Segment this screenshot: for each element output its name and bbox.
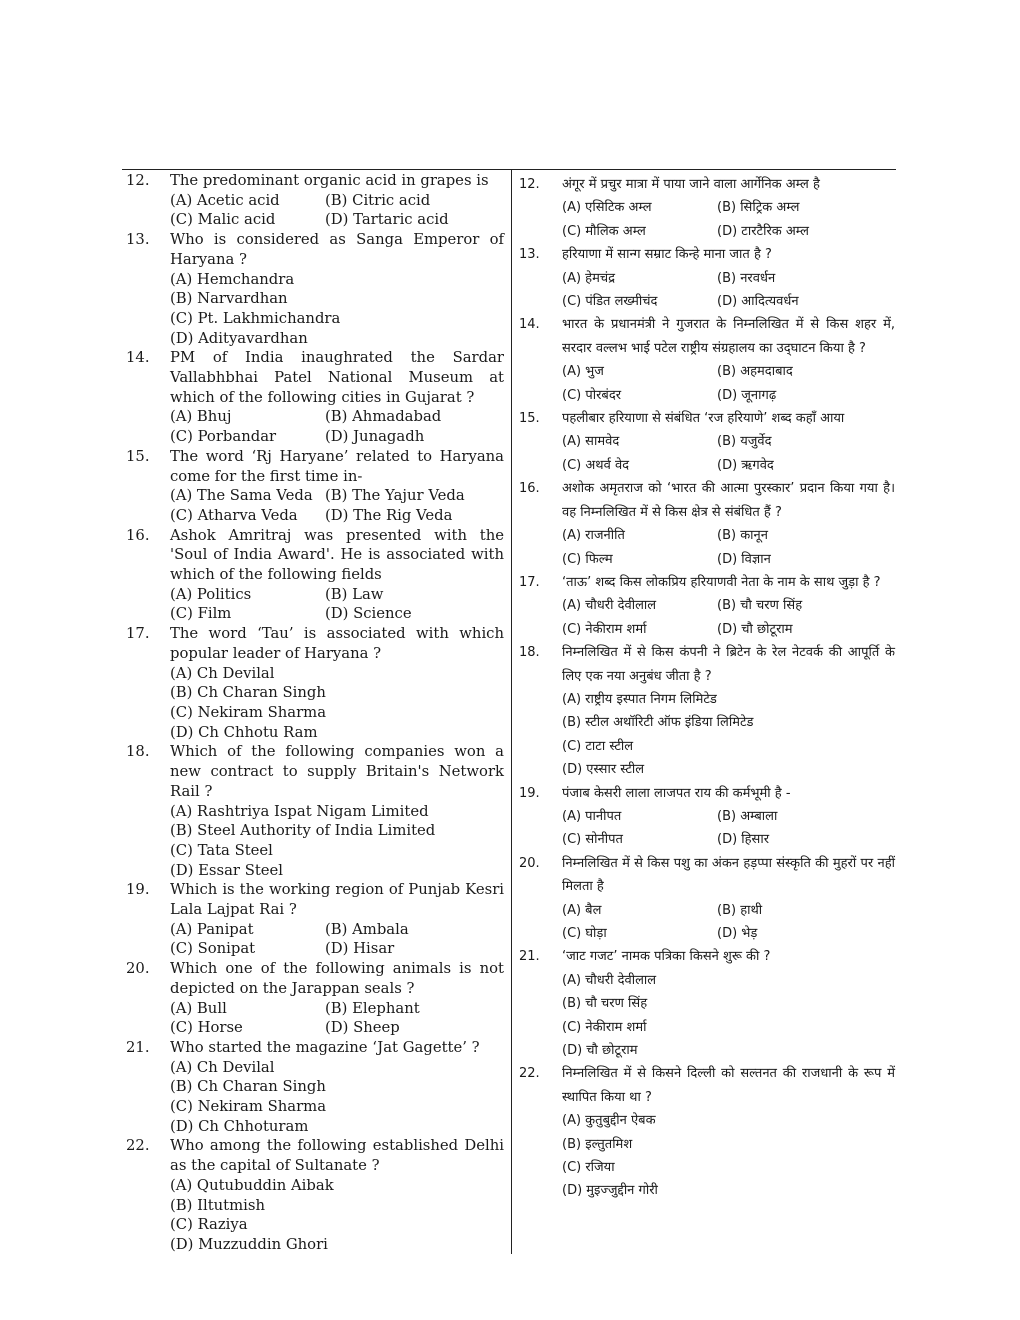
answer-option: (C) Malic acid bbox=[170, 211, 276, 229]
answer-option: (C) Porbandar bbox=[170, 428, 277, 446]
answer-option: (B) Narvardhan bbox=[170, 290, 288, 308]
top-horizontal-rule bbox=[122, 169, 896, 170]
options-row bbox=[562, 899, 895, 922]
question-text: Who among the following established Delhi as the capital of Sultanate ? bbox=[170, 1137, 504, 1175]
question-item bbox=[519, 243, 895, 313]
question-body bbox=[170, 959, 504, 1038]
options-list bbox=[562, 430, 895, 477]
answer-option: (B) अम्बाला bbox=[717, 808, 778, 824]
options-row bbox=[170, 506, 504, 526]
options-list bbox=[562, 360, 895, 407]
question-number: 16. bbox=[126, 526, 150, 544]
answer-option: (A) कुतुबुद्दीन ऐबक bbox=[562, 1113, 656, 1129]
answer-option: (B) Ch Charan Singh bbox=[170, 684, 326, 702]
options-row bbox=[562, 594, 895, 617]
question-text: Who started the magazine ‘Jat Gagette’ ? bbox=[170, 1038, 480, 1056]
answer-option: (C) Atharva Veda bbox=[170, 506, 298, 524]
options-row bbox=[170, 604, 504, 624]
answer-option: (C) रजिया bbox=[562, 1160, 615, 1176]
answer-option: (C) Tata Steel bbox=[170, 841, 273, 859]
answer-option: (C) टाटा स्टील bbox=[562, 738, 634, 754]
answer-option: (C) पोरबंदर bbox=[562, 387, 622, 403]
options-row bbox=[562, 454, 895, 477]
answer-option: (C) Film bbox=[170, 605, 232, 623]
answer-option: (C) फिल्म bbox=[562, 551, 613, 567]
question-text: हरियाणा में सान्ग सम्राट किन्हे माना जात है ? bbox=[562, 247, 772, 263]
options-row bbox=[170, 191, 504, 211]
answer-option: (B) The Yajur Veda bbox=[325, 487, 465, 505]
question-item bbox=[126, 230, 504, 348]
options-list bbox=[170, 270, 504, 349]
options-row bbox=[562, 548, 895, 571]
question-number: 14. bbox=[126, 349, 150, 367]
question-item bbox=[519, 641, 895, 781]
options-list bbox=[562, 267, 895, 314]
question-text: Which of the following companies won a new contract to supply Britain's Network Rail ? bbox=[170, 743, 504, 800]
answer-option: (C) नेकीराम शर्मा bbox=[562, 1019, 647, 1035]
answer-option: (B) हाथी bbox=[717, 902, 763, 918]
options-row bbox=[562, 618, 895, 641]
question-body bbox=[170, 742, 504, 880]
answer-option: (D) हिसार bbox=[717, 832, 770, 848]
answer-option: (A) Acetic acid bbox=[170, 191, 280, 209]
question-item bbox=[519, 945, 895, 1062]
question-text: The predominant organic acid in grapes is bbox=[170, 172, 489, 189]
options-list bbox=[170, 664, 504, 743]
question-number: 12. bbox=[126, 172, 150, 189]
answer-option: (C) सोनीपत bbox=[562, 832, 623, 848]
question-number: 19. bbox=[126, 881, 150, 899]
options-list bbox=[562, 1109, 895, 1203]
answer-option: (D) चौ छोटूराम bbox=[717, 621, 793, 637]
answer-option: (D) एस्सार स्टील bbox=[562, 762, 645, 778]
options-list bbox=[170, 585, 504, 624]
options-row bbox=[170, 407, 504, 427]
answer-option: (D) The Rig Veda bbox=[325, 506, 453, 524]
question-item bbox=[126, 1038, 504, 1137]
answer-option: (A) हेमचंद्र bbox=[562, 270, 616, 286]
question-item bbox=[519, 1062, 895, 1202]
options-row bbox=[562, 220, 895, 243]
answer-option: (A) Bull bbox=[170, 999, 227, 1017]
question-text: Which one of the following animals is not depicted on the Jarappan seals ? bbox=[170, 960, 504, 997]
hindi-column bbox=[519, 173, 895, 1203]
question-item bbox=[519, 407, 895, 477]
answer-option: (A) राजनीति bbox=[562, 528, 625, 544]
options-row bbox=[170, 427, 504, 447]
answer-option: (C) Horse bbox=[170, 1019, 243, 1037]
question-number: 21. bbox=[126, 1038, 150, 1056]
options-row bbox=[170, 486, 504, 506]
question-item bbox=[126, 348, 504, 447]
question-text: PM of India inaughrated the Sardar Vallabhbhai Patel National Museum at which of the following cities in Gujarat ? bbox=[170, 349, 504, 406]
question-text: निम्नलिखित में से किसने दिल्ली को सल्तनत की राजधानी के रूप में स्थापित किया था ? bbox=[562, 1066, 895, 1105]
options-list bbox=[562, 524, 895, 571]
options-row bbox=[170, 1018, 504, 1038]
question-item bbox=[519, 477, 895, 571]
answer-option: (D) Ch Chhoturam bbox=[170, 1117, 309, 1135]
options-list bbox=[170, 802, 504, 881]
question-text: Who is considered as Sanga Emperor of Haryana ? bbox=[170, 231, 504, 268]
options-list bbox=[170, 1176, 504, 1255]
answer-option: (C) Nekiram Sharma bbox=[170, 703, 327, 721]
question-text: The word ‘Rj Haryane’ related to Haryana come for the first time in- bbox=[170, 447, 504, 485]
question-text: निम्नलिखित में से किस कंपनी ने ब्रिटेन के रेल नेटवर्क की आपूर्ति के लिए एक नया अनुबंध जीता है ? bbox=[562, 645, 895, 684]
question-body bbox=[170, 624, 504, 742]
question-item bbox=[519, 571, 895, 641]
question-body bbox=[170, 526, 504, 625]
question-body bbox=[562, 477, 895, 571]
question-body bbox=[562, 945, 895, 1062]
options-list bbox=[170, 920, 504, 959]
options-list bbox=[170, 1058, 504, 1137]
answer-option: (A) राष्ट्रीय इस्पात निगम लिमिटेड bbox=[562, 691, 717, 707]
answer-option: (A) Qutubuddin Aibak bbox=[170, 1176, 334, 1194]
answer-option: (A) चौधरी देवीलाल bbox=[562, 972, 657, 988]
question-item bbox=[126, 447, 504, 526]
answer-option: (D) Junagadh bbox=[325, 428, 425, 446]
answer-option: (A) एसिटिक अम्ल bbox=[562, 200, 652, 216]
question-item bbox=[126, 171, 504, 230]
answer-option: (B) नरवर्धन bbox=[717, 270, 776, 286]
answer-option: (B) Ch Charan Singh bbox=[170, 1078, 326, 1096]
answer-option: (C) Pt. Lakhmichandra bbox=[170, 309, 341, 327]
answer-option: (D) Ch Chhotu Ram bbox=[170, 723, 318, 741]
options-row bbox=[562, 360, 895, 383]
answer-option: (A) सामवेद bbox=[562, 434, 620, 450]
question-text: अंगूर में प्रचुर मात्रा में पाया जाने वाला आर्गेनिक अम्ल है bbox=[562, 177, 820, 192]
answer-option: (B) Ambala bbox=[325, 920, 409, 938]
question-number: 12. bbox=[519, 177, 540, 192]
question-text: Ashok Amritraj was presented with the 'Soul of India Award'. He is associated with which of the following fields bbox=[170, 526, 504, 584]
question-body bbox=[562, 173, 895, 243]
answer-option: (B) Law bbox=[325, 585, 384, 603]
question-body bbox=[562, 852, 895, 946]
question-body bbox=[170, 230, 504, 348]
answer-option: (A) Panipat bbox=[170, 920, 254, 938]
answer-option: (B) इल्तुतमिश bbox=[562, 1136, 633, 1152]
options-list bbox=[562, 196, 895, 243]
answer-option: (C) Sonipat bbox=[170, 940, 256, 958]
answer-option: (A) Hemchandra bbox=[170, 270, 295, 288]
options-list bbox=[562, 688, 895, 782]
answer-option: (C) Nekiram Sharma bbox=[170, 1098, 327, 1116]
answer-option: (A) Ch Devilal bbox=[170, 664, 275, 682]
answer-option: (A) Politics bbox=[170, 585, 252, 603]
options-row bbox=[562, 805, 895, 828]
answer-option: (A) Rashtriya Ispat Nigam Limited bbox=[170, 802, 429, 820]
answer-option: (C) घोड़ा bbox=[562, 926, 607, 941]
options-row bbox=[170, 920, 504, 940]
options-list bbox=[170, 407, 504, 446]
question-number: 15. bbox=[519, 411, 540, 427]
answer-option: (C) Raziya bbox=[170, 1216, 248, 1234]
answer-option: (D) Essar Steel bbox=[170, 861, 284, 879]
question-text: ‘ताऊ’ शब्द किस लोकप्रिय हरियाणवी नेता के नाम के साथ जुड़ा है ? bbox=[562, 574, 881, 590]
question-item bbox=[126, 959, 504, 1038]
answer-option: (D) Sheep bbox=[325, 1019, 400, 1037]
question-text: पहलीबार हरियाणा से संबंधित ‘रज हरियाणे’ शब्द कहाँ आया bbox=[562, 411, 845, 427]
question-number: 20. bbox=[519, 855, 540, 871]
question-body bbox=[170, 348, 504, 447]
answer-option: (D) मुइज्जुद्दीन गोरी bbox=[562, 1183, 658, 1199]
question-item bbox=[519, 173, 895, 243]
options-row bbox=[170, 585, 504, 605]
options-list bbox=[562, 805, 895, 852]
question-number: 13. bbox=[126, 231, 150, 249]
question-number: 17. bbox=[519, 574, 540, 590]
question-body bbox=[562, 313, 895, 407]
options-row bbox=[562, 267, 895, 290]
options-row bbox=[562, 430, 895, 453]
answer-option: (B) Citric acid bbox=[325, 191, 431, 209]
answer-option: (A) Bhuj bbox=[170, 408, 232, 426]
answer-option: (A) चौधरी देवीलाल bbox=[562, 598, 657, 614]
question-item bbox=[519, 782, 895, 852]
question-item bbox=[126, 624, 504, 742]
answer-option: (A) पानीपत bbox=[562, 808, 622, 824]
answer-option: (B) Steel Authority of India Limited bbox=[170, 822, 436, 840]
answer-option: (D) Hisar bbox=[325, 940, 395, 958]
options-list bbox=[170, 486, 504, 525]
options-row bbox=[562, 828, 895, 851]
answer-option: (B) Iltutmish bbox=[170, 1196, 266, 1214]
question-text: ‘जाट गजट’ नामक पत्रिका किसने शुरू की ? bbox=[562, 949, 771, 965]
question-body bbox=[562, 782, 895, 852]
question-number: 22. bbox=[519, 1066, 540, 1082]
question-item bbox=[126, 742, 504, 880]
answer-option: (D) आदित्यवर्धन bbox=[717, 294, 799, 310]
english-column bbox=[126, 171, 504, 1255]
question-item bbox=[126, 880, 504, 959]
question-number: 18. bbox=[126, 743, 150, 761]
question-number: 14. bbox=[519, 317, 540, 333]
options-list bbox=[562, 969, 895, 1063]
options-row bbox=[562, 384, 895, 407]
answer-option: (D) टारटैरिक अम्ल bbox=[717, 223, 809, 239]
answer-option: (D) ऋगवेद bbox=[717, 457, 774, 473]
answer-option: (A) भुज bbox=[562, 364, 604, 380]
column-divider bbox=[511, 169, 512, 1254]
options-row bbox=[562, 196, 895, 219]
question-number: 15. bbox=[126, 447, 150, 465]
question-number: 20. bbox=[126, 960, 150, 978]
question-item bbox=[126, 526, 504, 625]
question-body bbox=[170, 1038, 504, 1137]
answer-option: (B) यजुर्वेद bbox=[717, 434, 772, 450]
answer-option: (D) चौ छोटूराम bbox=[562, 1043, 638, 1059]
options-row bbox=[170, 210, 504, 230]
question-text: अशोक अमृतराज को ‘भारत की आत्मा पुरस्कार’ प्रदान किया गया है। वह निम्नलिखित में से किस क्षेत्र से संबंधित हैं ? bbox=[562, 481, 895, 520]
answer-option: (B) स्टील अथॉरिटी ऑफ इंडिया लिमिटेड bbox=[562, 715, 754, 731]
answer-option: (A) The Sama Veda bbox=[170, 487, 313, 505]
answer-option: (B) चौ चरण सिंह bbox=[717, 598, 803, 614]
options-list bbox=[562, 899, 895, 946]
question-number: 16. bbox=[519, 481, 540, 497]
question-item bbox=[519, 313, 895, 407]
question-text: The word ‘Tau’ is associated with which popular leader of Haryana ? bbox=[170, 625, 504, 662]
question-body bbox=[562, 571, 895, 641]
question-number: 17. bbox=[126, 625, 150, 643]
question-body bbox=[170, 171, 504, 230]
question-number: 21. bbox=[519, 949, 540, 965]
question-text: निम्नलिखित में से किस पशु का अंकन हड़प्पा संस्कृति की मुहरों पर नहीं मिलता है bbox=[562, 855, 895, 895]
question-body bbox=[562, 407, 895, 477]
answer-option: (C) मौलिक अम्ल bbox=[562, 223, 646, 239]
question-body bbox=[562, 1062, 895, 1202]
answer-option: (B) चौ चरण सिंह bbox=[562, 996, 648, 1012]
options-row bbox=[562, 524, 895, 547]
answer-option: (A) Ch Devilal bbox=[170, 1058, 275, 1076]
question-number: 22. bbox=[126, 1137, 150, 1155]
question-item bbox=[519, 852, 895, 946]
question-number: 18. bbox=[519, 645, 540, 661]
options-row bbox=[170, 939, 504, 959]
question-body bbox=[170, 1136, 504, 1254]
answer-option: (D) विज्ञान bbox=[717, 551, 771, 567]
answer-option: (A) बैल bbox=[562, 902, 602, 918]
answer-option: (B) Elephant bbox=[325, 999, 420, 1017]
question-number: 19. bbox=[519, 785, 540, 801]
options-list bbox=[170, 191, 504, 230]
answer-option: (C) नेकीराम शर्मा bbox=[562, 621, 647, 637]
question-body bbox=[170, 447, 504, 526]
answer-option: (D) Science bbox=[325, 605, 412, 623]
answer-option: (B) सिट्रिक अम्ल bbox=[717, 200, 800, 216]
answer-option: (D) Muzzuddin Ghori bbox=[170, 1235, 328, 1253]
answer-option: (B) कानून bbox=[717, 528, 768, 544]
options-row bbox=[562, 290, 895, 313]
options-list bbox=[170, 999, 504, 1038]
answer-option: (B) Ahmadabad bbox=[325, 408, 442, 426]
answer-option: (D) Tartaric acid bbox=[325, 211, 449, 229]
question-item bbox=[126, 1136, 504, 1254]
answer-option: (D) जूनागढ़ bbox=[717, 387, 777, 403]
options-list bbox=[562, 594, 895, 641]
answer-option: (C) पंडित लख्मीचंद bbox=[562, 294, 658, 310]
question-text: भारत के प्रधानमंत्री ने गुजरात के निम्नलिखित में से किस शहर में, सरदार वल्लभ भाई पटेल राष्ट्रीय संग्रहालय का उद्‌घाटन किया है ? bbox=[562, 317, 895, 356]
options-row bbox=[170, 999, 504, 1019]
question-body bbox=[562, 243, 895, 313]
question-text: पंजाब केसरी लाला लाजपत राय की कर्मभूमी है - bbox=[562, 785, 791, 801]
question-body bbox=[562, 641, 895, 781]
question-body bbox=[170, 880, 504, 959]
options-row bbox=[562, 922, 895, 945]
answer-option: (D) Adityavardhan bbox=[170, 329, 308, 347]
answer-option: (C) अथर्व वेद bbox=[562, 457, 630, 473]
answer-option: (D) भेड़ bbox=[717, 926, 758, 941]
answer-option: (B) अहमदाबाद bbox=[717, 364, 793, 380]
question-number: 13. bbox=[519, 247, 540, 263]
question-text: Which is the working region of Punjab Kesri Lala Lajpat Rai ? bbox=[170, 881, 504, 919]
